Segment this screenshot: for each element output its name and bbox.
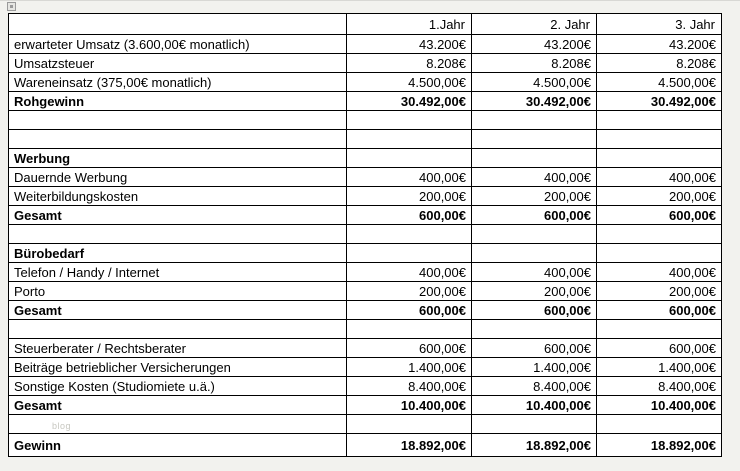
value-cell[interactable]: 8.400,00€ [472,377,597,396]
value-cell[interactable] [472,225,597,244]
value-cell[interactable]: 600,00€ [472,339,597,358]
table-row [9,130,722,149]
value-cell[interactable]: 200,00€ [597,282,722,301]
value-cell[interactable]: 4.500,00€ [597,73,722,92]
value-cell[interactable]: 8.208€ [597,54,722,73]
value-cell[interactable] [472,130,597,149]
value-cell[interactable]: 10.400,00€ [472,396,597,415]
value-cell[interactable] [597,225,722,244]
table-row [9,225,722,244]
row-label-cell[interactable]: Wareneinsatz (375,00€ monatlich) [9,73,347,92]
value-cell[interactable]: 4.500,00€ [347,73,472,92]
table-row [9,35,722,54]
column-header[interactable]: 3. Jahr [597,14,722,35]
value-cell[interactable]: 600,00€ [597,301,722,320]
value-cell[interactable] [472,244,597,263]
value-cell[interactable] [597,111,722,130]
table-row [9,263,722,282]
value-cell[interactable] [347,225,472,244]
table-row [9,73,722,92]
value-cell[interactable]: 30.492,00€ [597,92,722,111]
value-cell[interactable]: 8.400,00€ [597,377,722,396]
value-cell[interactable]: 4.500,00€ [472,73,597,92]
table-row [9,358,722,377]
table-row [9,434,722,457]
table-row [9,187,722,206]
value-cell[interactable]: 1.400,00€ [597,358,722,377]
row-label-cell[interactable]: Beiträge betrieblicher Versicherungen [9,358,347,377]
value-cell[interactable] [472,320,597,339]
value-cell[interactable]: 600,00€ [597,339,722,358]
value-cell[interactable] [597,320,722,339]
value-cell[interactable] [347,111,472,130]
value-cell[interactable]: 600,00€ [347,206,472,225]
value-cell[interactable] [347,415,472,434]
value-cell[interactable]: 43.200€ [472,35,597,54]
value-cell[interactable]: 400,00€ [597,168,722,187]
value-cell[interactable] [472,149,597,168]
row-label-cell[interactable]: erwarteter Umsatz (3.600,00€ monatlich) [9,35,347,54]
value-cell[interactable]: 400,00€ [472,168,597,187]
value-cell[interactable] [347,149,472,168]
value-cell[interactable]: 18.892,00€ [347,434,472,457]
table-row [9,149,722,168]
column-header[interactable]: 2. Jahr [472,14,597,35]
value-cell[interactable] [472,111,597,130]
value-cell[interactable]: 18.892,00€ [472,434,597,457]
row-label-cell[interactable]: Sonstige Kosten (Studiomiete u.ä.) [9,377,347,396]
table-move-handle-icon[interactable] [7,2,16,11]
value-cell[interactable]: 1.400,00€ [472,358,597,377]
financial-table [8,13,722,457]
value-cell[interactable] [597,415,722,434]
row-label-cell[interactable]: Gesamt [9,206,347,225]
value-cell[interactable] [347,244,472,263]
table-header [9,14,722,35]
value-cell[interactable]: 600,00€ [597,206,722,225]
value-cell[interactable]: 200,00€ [347,282,472,301]
value-cell[interactable]: 600,00€ [472,206,597,225]
table-row [9,168,722,187]
header-row [9,14,722,35]
value-cell[interactable]: 18.892,00€ [597,434,722,457]
row-label-cell[interactable]: Telefon / Handy / Internet [9,263,347,282]
table-row [9,282,722,301]
corner-header-cell[interactable] [9,14,347,35]
row-label-cell[interactable]: Weiterbildungskosten [9,187,347,206]
row-label-cell[interactable]: Gewinn [9,434,347,457]
table-row [9,111,722,130]
value-cell[interactable]: 400,00€ [347,263,472,282]
watermark-text: blog [52,421,72,431]
value-cell[interactable] [472,415,597,434]
row-label-cell[interactable] [9,111,347,130]
value-cell[interactable]: 10.400,00€ [597,396,722,415]
row-label-cell[interactable]: Dauernde Werbung [9,168,347,187]
value-cell[interactable]: 43.200€ [347,35,472,54]
row-label-cell[interactable]: Porto [9,282,347,301]
table-row [9,396,722,415]
value-cell[interactable]: 200,00€ [472,187,597,206]
value-cell[interactable]: 10.400,00€ [347,396,472,415]
value-cell[interactable]: 400,00€ [347,168,472,187]
value-cell[interactable] [597,149,722,168]
value-cell[interactable]: 30.492,00€ [347,92,472,111]
table-row [9,54,722,73]
value-cell[interactable]: 400,00€ [597,263,722,282]
value-cell[interactable]: 1.400,00€ [347,358,472,377]
value-cell[interactable]: 200,00€ [597,187,722,206]
row-label-cell[interactable] [9,320,347,339]
value-cell[interactable] [347,320,472,339]
row-label-cell[interactable]: Rohgewinn [9,92,347,111]
table-row [9,415,722,434]
row-label-cell[interactable]: Werbung [9,149,347,168]
value-cell[interactable] [597,130,722,149]
row-label-cell[interactable] [9,225,347,244]
table-row [9,339,722,358]
table-row [9,244,722,263]
value-cell[interactable]: 8.208€ [472,54,597,73]
table-row [9,377,722,396]
table-row [9,301,722,320]
value-cell[interactable]: 43.200€ [597,35,722,54]
value-cell[interactable] [597,244,722,263]
value-cell[interactable]: 200,00€ [472,282,597,301]
row-label-cell[interactable]: Umsatzsteuer [9,54,347,73]
row-label-cell[interactable]: Bürobedarf [9,244,347,263]
value-cell[interactable]: 600,00€ [472,301,597,320]
row-label-cell[interactable]: Steuerberater / Rechtsberater [9,339,347,358]
row-label-cell[interactable]: Gesamt [9,301,347,320]
table-body [9,35,722,457]
value-cell[interactable]: 200,00€ [347,187,472,206]
value-cell[interactable]: 600,00€ [347,301,472,320]
table-row [9,206,722,225]
value-cell[interactable]: 400,00€ [472,263,597,282]
row-label-cell[interactable]: Gesamt [9,396,347,415]
value-cell[interactable] [347,130,472,149]
column-header[interactable]: 1.Jahr [347,14,472,35]
value-cell[interactable]: 8.400,00€ [347,377,472,396]
value-cell[interactable]: 8.208€ [347,54,472,73]
value-cell[interactable]: 30.492,00€ [472,92,597,111]
value-cell[interactable]: 600,00€ [347,339,472,358]
table-row [9,92,722,111]
row-label-cell[interactable] [9,130,347,149]
table-row [9,320,722,339]
